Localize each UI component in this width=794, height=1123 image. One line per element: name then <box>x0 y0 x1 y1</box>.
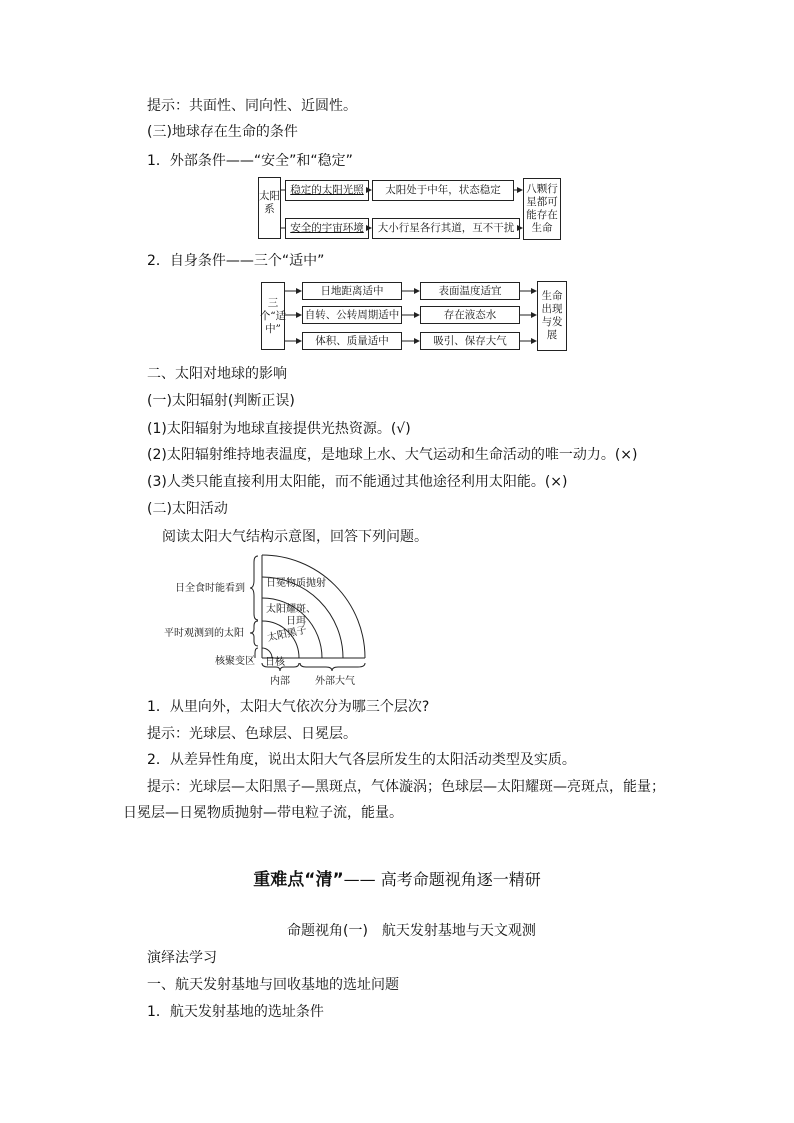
d2-distance: 日地距离适中 <box>302 282 402 300</box>
launch-base-conditions: 1．航天发射基地的选址条件 <box>147 1004 324 1020</box>
svg-text:内部: 内部 <box>270 676 290 687</box>
svg-text:太阳黑子: 太阳黑子 <box>266 624 308 644</box>
d2-mass: 体积、质量适中 <box>302 332 402 350</box>
answer-1: 提示：光球层、色球层、日冕层。 <box>147 726 357 742</box>
judgement-2: (2)太阳辐射维持地表温度，是地球上水、大气运动和生命活动的唯一动力。(×) <box>147 447 638 463</box>
launch-base-issue: 一、航天发射基地与回收基地的选址问题 <box>147 977 399 993</box>
section-heading: 重难点“清”—— 高考命题视角逐一精研 <box>253 870 541 890</box>
question-2: 2．从差异性角度，说出太阳大气各层所发生的太阳活动类型及实质。 <box>147 752 576 768</box>
subsection-radiation: (一)太阳辐射(判断正误) <box>147 393 295 409</box>
d1-stable-sunlight: 稳定的太阳光照 <box>285 180 369 201</box>
d2-life-develop: 生命出现与发展 <box>537 281 567 351</box>
self-conditions: 2．自身条件——三个“适中” <box>147 253 325 269</box>
d2-liquid-water: 存在液态水 <box>420 306 520 324</box>
svg-text:日冕物质抛射: 日冕物质抛射 <box>266 578 326 589</box>
d1-solar-system: 太阳系 <box>258 177 281 239</box>
svg-text:日核: 日核 <box>265 657 285 668</box>
svg-text:外部大气: 外部大气 <box>315 676 355 687</box>
svg-text:核聚变区: 核聚变区 <box>215 656 255 667</box>
d1-safe-environment: 安全的宇宙环境 <box>285 218 369 239</box>
external-conditions: 1．外部条件——“安全”和“稳定” <box>147 153 353 169</box>
reading-instruction: 阅读太阳大气结构示意图，回答下列问题。 <box>162 529 428 545</box>
d1-sun-middle-age: 太阳处于中年，状态稳定 <box>372 180 514 201</box>
d2-atmosphere: 吸引、保存大气 <box>420 332 520 350</box>
d1-planets-orbit: 大小行星各行其道，互不干扰 <box>372 218 520 239</box>
svg-text:太阳耀斑、: 太阳耀斑、 <box>266 604 316 615</box>
learning-method: 演绎法学习 <box>147 950 217 966</box>
sun-labels <box>164 576 355 687</box>
d2-three-moderate: 三个“适中” <box>261 282 285 350</box>
d1-life-possible: 八颗行星都可能存在生命 <box>523 178 561 240</box>
view-title: 命题视角(一) 航天发射基地与天文观测 <box>287 923 536 939</box>
hint-orbit: 提示：共面性、同向性、近圆性。 <box>147 98 357 114</box>
section-title-life: (三)地球存在生命的条件 <box>147 124 298 140</box>
svg-text:平时观测到的太阳: 平时观测到的太阳 <box>164 628 244 639</box>
subsection-activity: (二)太阳活动 <box>147 501 228 517</box>
svg-text:日珥: 日珥 <box>286 616 306 627</box>
svg-text:日全食时能看到: 日全食时能看到 <box>175 583 245 594</box>
d2-temperature: 表面温度适宜 <box>420 282 520 300</box>
question-1: 1．从里向外，太阳大气依次分为哪三个层次? <box>147 699 430 715</box>
answer-2: 提示：光球层—太阳黑子—黑斑点，气体漩涡；色球层—太阳耀斑—亮斑点，能量；日冕层—日冕物质抛射—带电粒子流，能量。 <box>123 779 665 821</box>
judgement-1: (1)太阳辐射为地球直接提供光热资源。(√) <box>147 421 411 437</box>
section-sun-influence: 二、太阳对地球的影响 <box>147 366 287 382</box>
d2-rotation: 自转、公转周期适中 <box>302 306 402 324</box>
judgement-3: (3)人类只能直接利用太阳能，而不能通过其他途径利用太阳能。(×) <box>147 474 568 490</box>
